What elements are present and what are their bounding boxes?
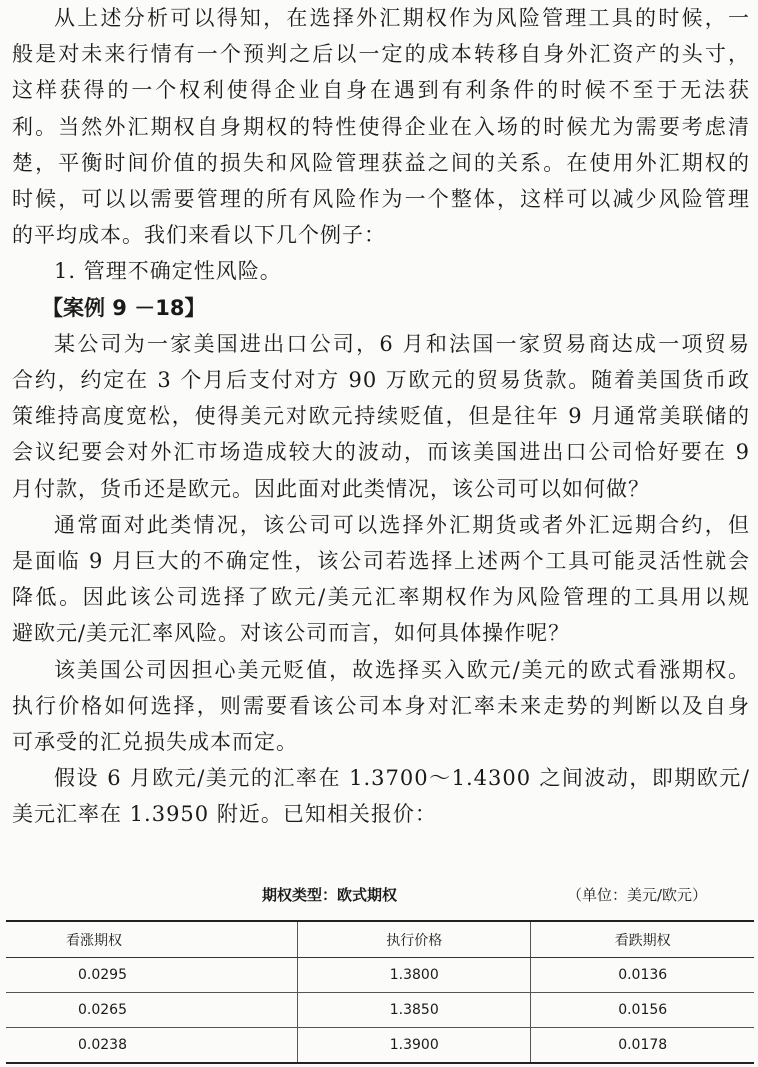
strike-price-cell: 1.3800 bbox=[298, 958, 531, 993]
text-line: 避欧元/美元汇率风险。对该公司而言，如何具体操作呢？ bbox=[12, 621, 571, 646]
text-line: 策维持高度宽松，使得美元对欧元持续贬值，但是往年 9 月通常美联储的 bbox=[12, 404, 750, 429]
text-line: 般是对未来行情有一个预判之后以一定的成本转移自身外汇资产的头寸， bbox=[12, 42, 750, 67]
text-line: 降低。因此该公司选择了欧元/美元汇率期权作为风险管理的工具用以规 bbox=[12, 585, 750, 610]
paragraph-1 bbox=[12, 0, 750, 253]
paragraph-3 bbox=[12, 507, 750, 652]
table-header-row bbox=[6, 921, 754, 958]
table-caption bbox=[0, 884, 758, 908]
paragraph-2 bbox=[12, 326, 750, 507]
text-line: 利。当然外汇期权自身期权的特性使得企业在入场的时候尤为需要考虑清 bbox=[12, 114, 750, 139]
text-line: 从上述分析可以得知，在选择外汇期权作为风险管理工具的时候，一 bbox=[54, 6, 750, 30]
call-premium-cell: 0.0295 bbox=[6, 958, 298, 993]
text-line: 是面临 9 月巨大的不确定性，该公司若选择上述两个工具可能灵活性就会 bbox=[12, 549, 750, 574]
table-unit: （单位：美元/欧元） bbox=[567, 886, 708, 904]
table-row bbox=[6, 993, 754, 1028]
table-title: 期权类型：欧式期权 bbox=[262, 886, 398, 904]
text-line: 楚，平衡时间价值的损失和风险管理获益之间的关系。在使用外汇期权的 bbox=[12, 150, 750, 175]
text-line: 时候，可以以需要管理的所有风险作为一个整体，这样可以减少风险管理 bbox=[12, 187, 750, 212]
column-header-call: 看涨期权 bbox=[6, 921, 298, 958]
text-line: 美元汇率在 1.3950 附近。已知相关报价： bbox=[12, 802, 437, 827]
paragraph-4 bbox=[12, 652, 750, 761]
column-header-put: 看跌期权 bbox=[531, 921, 754, 958]
put-premium-cell: 0.0156 bbox=[531, 993, 754, 1028]
table-row bbox=[6, 958, 754, 993]
text-line: 该美国公司因担心美元贬值，故选择买入欧元/美元的欧式看涨期权。 bbox=[54, 657, 750, 682]
text-line: 假设 6 月欧元/美元的汇率在 1.3700～1.4300 之间波动，即期欧元/ bbox=[54, 766, 750, 791]
text-line: 执行价格如何选择，则需要看该公司本身对汇率未来走势的判断以及自身 bbox=[12, 693, 750, 718]
paragraph-5 bbox=[12, 760, 750, 832]
call-premium-cell: 0.0238 bbox=[6, 1028, 298, 1064]
table-row bbox=[6, 1028, 754, 1064]
list-item: 1. 管理不确定性风险。 bbox=[54, 259, 282, 284]
put-premium-cell: 0.0178 bbox=[531, 1028, 754, 1064]
text-line: 会议纪要会对外汇市场造成较大的波动，而该美国进出口公司恰好要在 9 bbox=[12, 440, 750, 465]
option-quote-table bbox=[6, 920, 754, 1064]
case-heading: 【案例 9 －18】 bbox=[42, 295, 206, 320]
text-line: 某公司为一家美国进出口公司，6 月和法国一家贸易商达成一项贸易 bbox=[54, 331, 750, 356]
text-line: 合约，约定在 3 个月后支付对方 90 万欧元的贸易货款。随着美国货币政 bbox=[12, 368, 750, 393]
text-line: 可承受的汇兑损失成本而定。 bbox=[12, 730, 298, 755]
strike-price-cell: 1.3900 bbox=[298, 1028, 531, 1064]
body-text bbox=[12, 0, 750, 833]
call-premium-cell: 0.0265 bbox=[6, 993, 298, 1028]
text-line: 的平均成本。我们来看以下几个例子： bbox=[12, 223, 386, 248]
text-line: 这样获得的一个权利使得企业自身在遇到有利条件的时候不至于无法获 bbox=[12, 78, 750, 103]
text-line: 通常面对此类情况，该公司可以选择外汇期货或者外汇远期合约，但 bbox=[54, 512, 750, 537]
column-header-strike: 执行价格 bbox=[298, 921, 531, 958]
strike-price-cell: 1.3850 bbox=[298, 993, 531, 1028]
put-premium-cell: 0.0136 bbox=[531, 958, 754, 993]
text-line: 月付款，货币还是欧元。因此面对此类情况，该公司可以如何做？ bbox=[12, 476, 650, 501]
